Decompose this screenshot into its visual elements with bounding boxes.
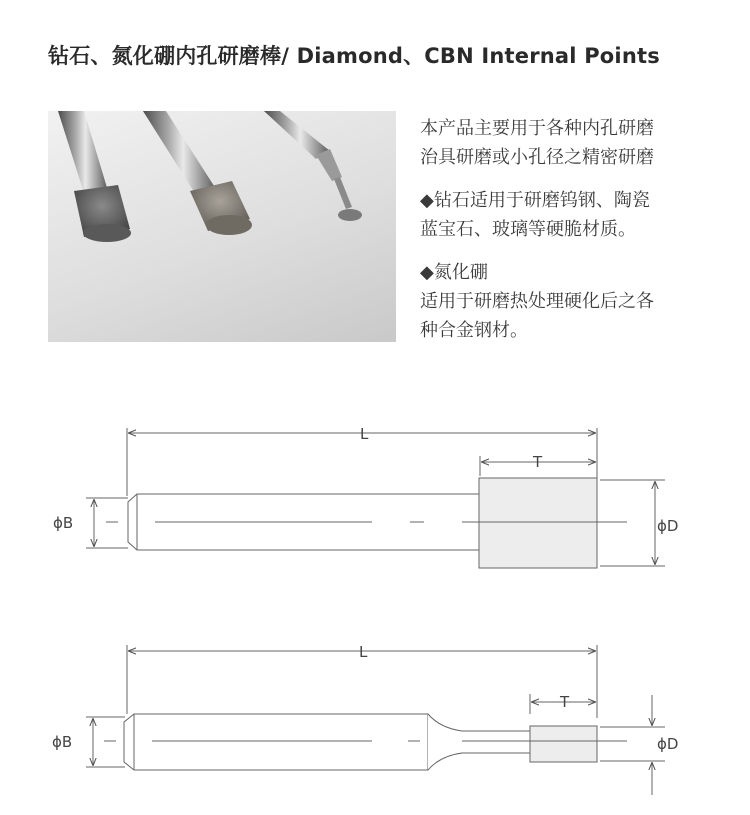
product-description: [420, 114, 720, 345]
dimension-diagrams: [0, 400, 750, 815]
diamond-line-1: ◆钻石适用于研磨钨钢、陶瓷: [420, 190, 650, 211]
diamond-line-2: 蓝宝石、玻璃等硬脆材质。: [420, 219, 636, 240]
diagram-1-head-label: ϕD: [657, 517, 679, 535]
diagram-1-shank-label: ϕB: [53, 514, 74, 532]
desc-line-2: 治具研磨或小孔径之精密研磨: [420, 147, 654, 168]
cbn-line-2: 种合金钢材。: [420, 320, 528, 341]
desc-line-1: 本产品主要用于各种内孔研磨: [420, 118, 654, 139]
diagram-1-length-label: L: [360, 425, 369, 443]
product-photo: [48, 111, 396, 342]
diagram-2: [86, 645, 665, 795]
diagram-2-length-label: L: [359, 643, 368, 661]
diagram-2-head-label: ϕD: [657, 735, 679, 753]
diagram-2-shank-label: ϕB: [52, 733, 73, 751]
page-title: 钻石、氮化硼内孔研磨棒/ Diamond、CBN Internal Points: [48, 44, 660, 68]
diagram-1: [86, 428, 665, 568]
diagram-1-tip-label: T: [533, 453, 543, 471]
diagram-2-tip-label: T: [560, 693, 570, 711]
cbn-line-1: 适用于研磨热处理硬化后之各: [420, 291, 654, 312]
cbn-heading: ◆氮化硼: [420, 262, 488, 283]
